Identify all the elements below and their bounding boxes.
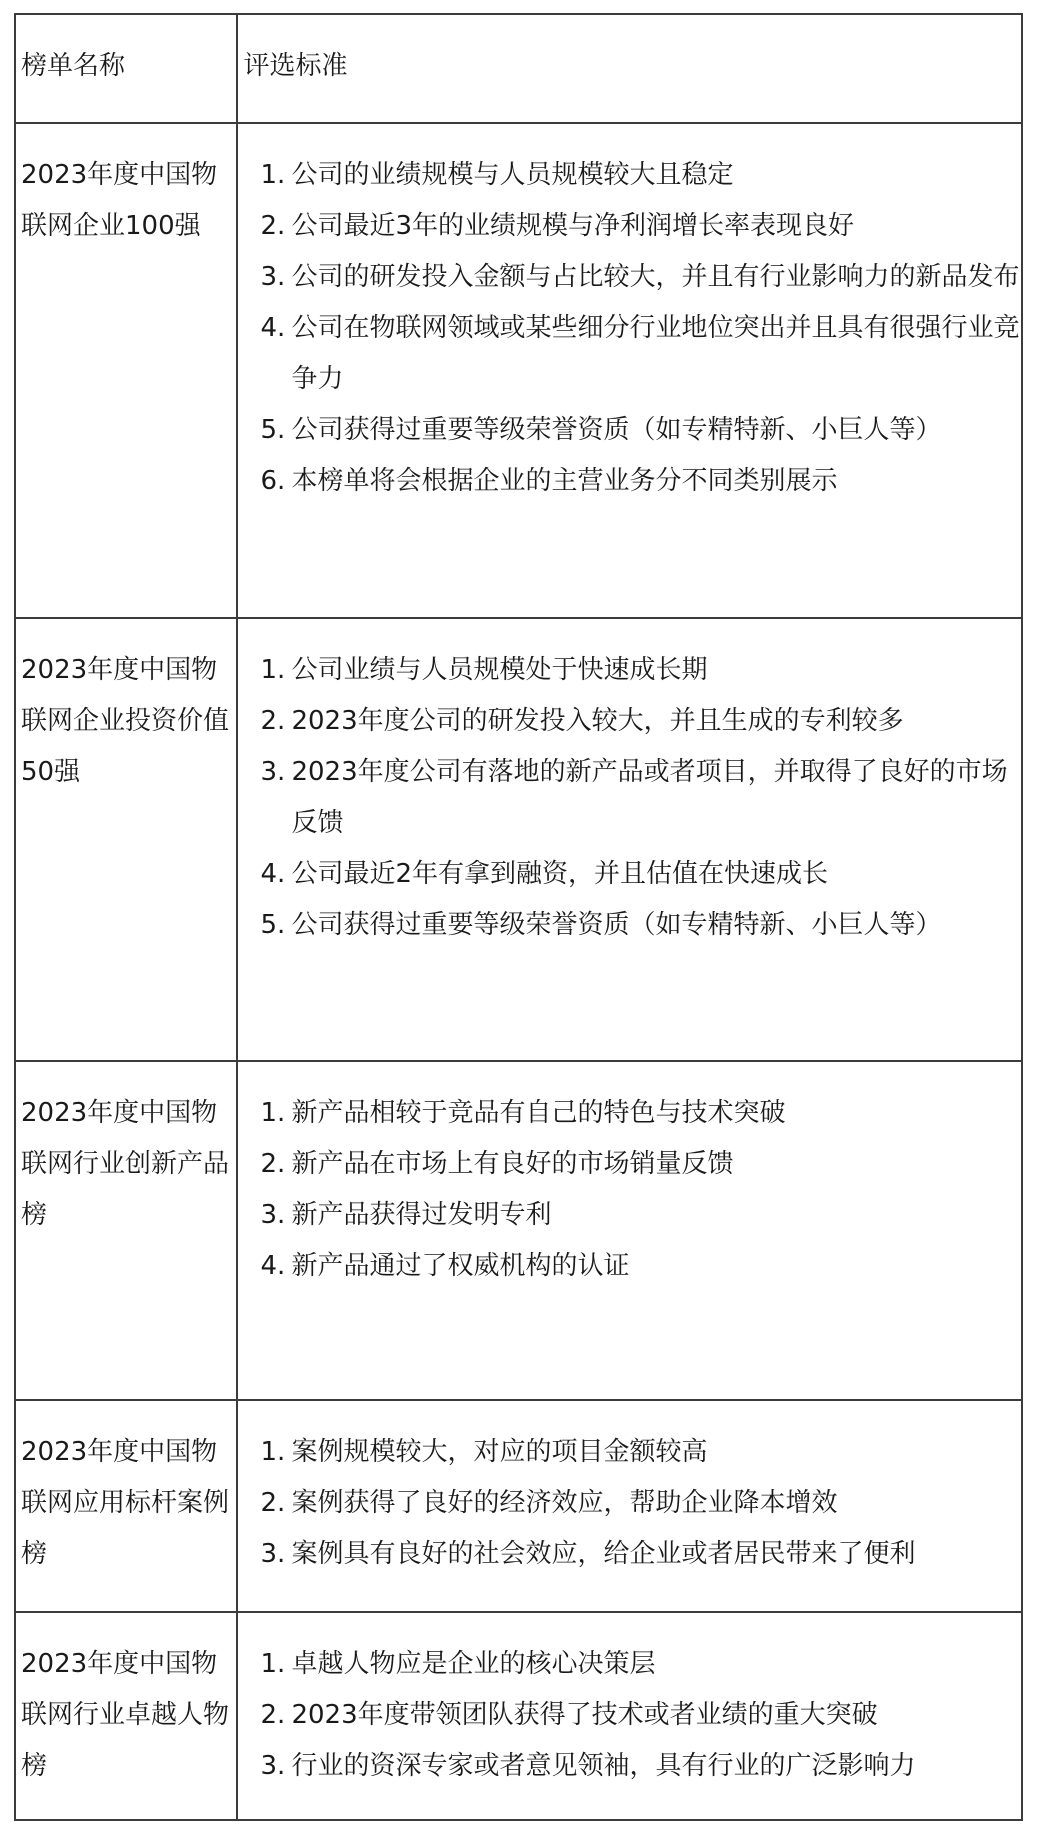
table-row (15, 123, 1022, 618)
criteria-cell (237, 123, 1022, 618)
criteria-item: 1. 案例规模较大，对应的项目金额较高 (260, 1437, 708, 1467)
criteria-item: 2. 2023年度公司的研发投入较大，并且生成的专利较多 (260, 706, 904, 736)
criteria-item: 2. 公司最近3年的业绩规模与净利润增长率表现良好 (260, 211, 854, 241)
criteria-item: 1. 公司的业绩规模与人员规模较大且稳定 (260, 160, 734, 190)
criteria-item: 6. 本榜单将会根据企业的主营业务分不同类别展示 (260, 466, 838, 496)
criteria-item: 3. 新产品获得过发明专利 (260, 1200, 552, 1230)
criteria-cell (237, 1061, 1022, 1400)
criteria-item: 2. 2023年度带领团队获得了技术或者业绩的重大突破 (260, 1700, 878, 1730)
criteria-table (14, 13, 1023, 1821)
criteria-cell (237, 1612, 1022, 1820)
criteria-item: 4. 新产品通过了权威机构的认证 (260, 1251, 630, 1281)
criteria-item: 1. 卓越人物应是企业的核心决策层 (260, 1649, 656, 1679)
header-row (15, 14, 1022, 123)
criteria-list (238, 1613, 1021, 1792)
criteria-list (238, 619, 1021, 951)
criteria-item: 2. 案例获得了良好的经济效应，帮助企业降本增效 (260, 1488, 838, 1518)
criteria-item: 3. 案例具有良好的社会效应，给企业或者居民带来了便利 (260, 1539, 916, 1569)
criteria-item: 3. 行业的资深专家或者意见领袖，具有行业的广泛影响力 (260, 1751, 916, 1781)
criteria-cell (237, 618, 1022, 1061)
criteria-list (238, 124, 1021, 507)
list-name: 2023年度中国物联网行业创新产品榜 (15, 1061, 237, 1400)
criteria-item: 2. 新产品在市场上有良好的市场销量反馈 (260, 1149, 734, 1179)
header-criteria: 评选标准 (237, 14, 1022, 123)
list-name: 2023年度中国物联网行业卓越人物榜 (15, 1612, 237, 1820)
table-row (15, 1400, 1022, 1612)
criteria-item: 5. 公司获得过重要等级荣誉资质（如专精特新、小巨人等） (260, 415, 942, 445)
criteria-cell (237, 1400, 1022, 1612)
header-list-name: 榜单名称 (15, 14, 237, 123)
criteria-item: 1. 新产品相较于竞品有自己的特色与技术突破 (260, 1098, 786, 1128)
criteria-item: 5. 公司获得过重要等级荣誉资质（如专精特新、小巨人等） (260, 910, 942, 940)
criteria-item: 1. 公司业绩与人员规模处于快速成长期 (260, 655, 708, 685)
criteria-list (238, 1062, 1021, 1292)
list-name: 2023年度中国物联网应用标杆案例榜 (15, 1400, 237, 1612)
criteria-item: 4. 公司最近2年有拿到融资，并且估值在快速成长 (260, 859, 828, 889)
criteria-item: 3. 2023年度公司有落地的新产品或者项目，并取得了良好的市场反馈 (260, 757, 1008, 838)
criteria-item: 3. 公司的研发投入金额与占比较大，并且有行业影响力的新品发布 (260, 262, 1020, 292)
criteria-item: 4. 公司在物联网领域或某些细分行业地位突出并且具有很强行业竞争力 (260, 313, 1020, 394)
list-name: 2023年度中国物联网企业100强 (15, 123, 237, 618)
table-row (15, 1061, 1022, 1400)
table-row (15, 1612, 1022, 1820)
list-name: 2023年度中国物联网企业投资价值50强 (15, 618, 237, 1061)
criteria-list (238, 1401, 1021, 1580)
table-row (15, 618, 1022, 1061)
